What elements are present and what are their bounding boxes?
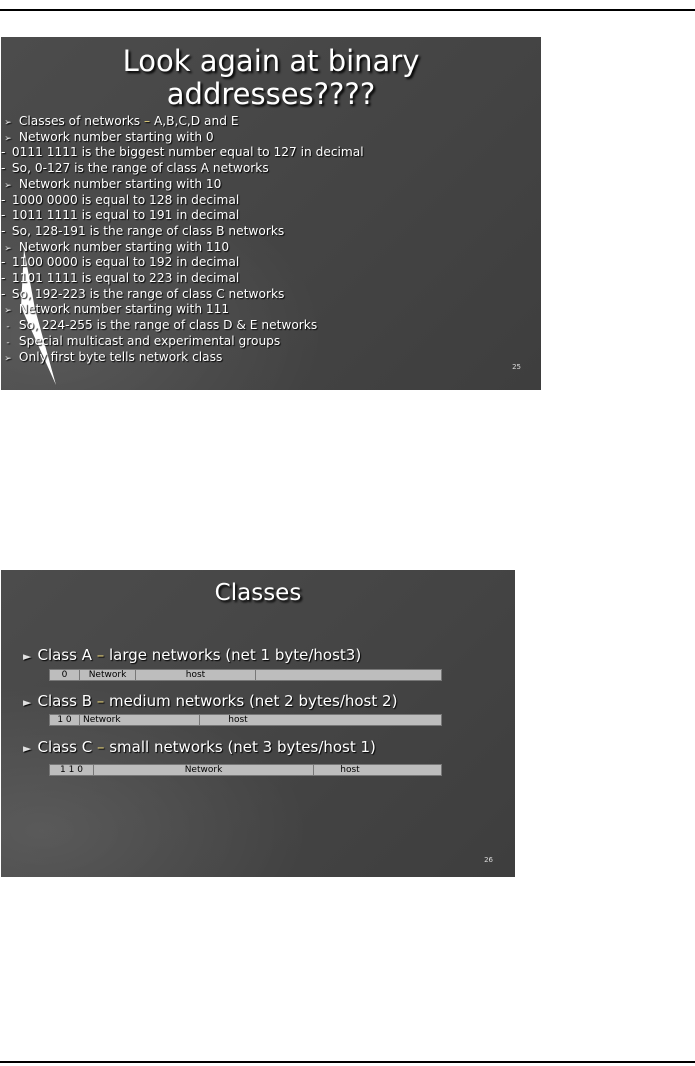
list-dash: -	[6, 337, 10, 348]
list-item-text: Only first byte tells network class	[18, 349, 223, 364]
list-item	[1, 270, 239, 286]
list-item	[1, 317, 317, 333]
prefix-field: 0	[50, 670, 80, 680]
class-a-item	[23, 645, 361, 667]
list-item-text: 1011 1111 is equal to 191 in decimal	[11, 208, 240, 223]
slide-title: Classes	[214, 580, 302, 606]
bullet-triangle-icon: ►	[23, 742, 32, 755]
list-item-text: Network number starting with 111	[18, 302, 230, 317]
list-item	[1, 301, 229, 317]
list-item	[1, 223, 284, 239]
bullet-arrow-icon: ➢	[4, 243, 12, 254]
slide-number: 25	[512, 363, 521, 371]
list-dash: -	[6, 322, 10, 333]
prefix-field: 1 1 0	[50, 765, 94, 775]
title-line-1: Look again at binary	[122, 44, 420, 78]
list-dash: -	[1, 271, 6, 285]
class-dash: –	[96, 692, 105, 710]
network-field: Network	[80, 670, 136, 680]
title-line-2: addresses????	[166, 77, 376, 111]
slide-26	[1, 570, 515, 877]
list-item-text: 1000 0000 is equal to 128 in decimal	[11, 192, 240, 207]
class-c-address-format	[49, 764, 442, 776]
list-item	[1, 349, 222, 365]
class-b-item	[23, 691, 397, 713]
list-item	[1, 129, 214, 145]
list-item	[1, 160, 269, 176]
class-b-address-format	[49, 714, 442, 726]
list-item-text: So, 0-127 is the range of class A networks	[11, 161, 269, 176]
slide-25	[1, 37, 541, 390]
bullet-arrow-icon: ➢	[4, 118, 12, 128]
list-item-text: So, 224-255 is the range of class D & E networks	[18, 318, 318, 333]
prefix-field: 1 0	[50, 715, 80, 725]
class-name: Class A	[37, 646, 97, 664]
list-item	[1, 207, 239, 223]
list-item	[1, 176, 221, 192]
network-field: Network	[80, 715, 200, 725]
class-description: medium networks (net 2 bytes/host 2)	[104, 692, 398, 710]
class-name: Class C	[37, 738, 97, 756]
bullet-arrow-icon: ➢	[4, 353, 12, 364]
list-item-text: 0111 1111 is the biggest number equal to 127 in decimal	[11, 145, 364, 160]
bullet-triangle-icon: ►	[23, 696, 32, 709]
list-item	[1, 286, 284, 302]
list-item-text: 1100 0000 is equal to 192 in decimal	[11, 255, 240, 270]
list-item	[1, 254, 239, 270]
list-item-text: Classes of networks	[18, 114, 144, 128]
list-item-dash: –	[144, 114, 151, 128]
class-dash: –	[96, 646, 105, 664]
bullet-arrow-icon: ➢	[4, 306, 12, 317]
list-dash: -	[1, 192, 6, 207]
bullet-triangle-icon: ►	[23, 650, 32, 663]
bottom-rule	[0, 1061, 695, 1063]
slide-title	[1, 45, 541, 111]
host-field: host	[340, 765, 360, 775]
list-dash: -	[1, 286, 6, 301]
slide-number: 26	[484, 856, 493, 864]
list-dash: -	[1, 208, 6, 223]
list-dash: -	[1, 161, 6, 176]
class-description: large networks (net 1 byte/host3)	[104, 646, 362, 664]
network-field: Network	[94, 765, 314, 775]
top-rule	[0, 9, 695, 11]
list-item-text: Network number starting with 10	[18, 176, 222, 191]
host-field: host	[228, 715, 248, 725]
list-item	[1, 113, 239, 129]
list-item	[1, 333, 280, 349]
class-a-address-format	[49, 669, 442, 681]
list-item	[1, 239, 229, 255]
list-item-text: Network number starting with 110	[18, 239, 230, 254]
host-field: host	[136, 670, 256, 680]
list-item-text: So, 128-191 is the range of class B networks	[11, 223, 285, 238]
class-name: Class B	[37, 692, 97, 710]
list-item-text: Special multicast and experimental groups	[18, 333, 281, 348]
list-dash: -	[1, 145, 6, 160]
class-description: small networks (net 3 bytes/host 1)	[104, 738, 376, 756]
bullet-arrow-icon: ➢	[4, 180, 12, 191]
list-item-text: A,B,C,D and E	[150, 114, 239, 128]
class-c-item	[23, 737, 376, 759]
list-dash: -	[1, 223, 6, 238]
list-dash: -	[1, 255, 6, 270]
list-item-text: 1101 1111 is equal to 223 in decimal	[11, 271, 240, 285]
class-dash: –	[96, 738, 105, 756]
list-item	[1, 192, 239, 208]
list-item-text: Network number starting with 0	[18, 129, 214, 144]
bullet-arrow-icon: ➢	[4, 133, 12, 144]
list-item-text: So, 192-223 is the range of class C networks	[11, 286, 285, 301]
list-item	[1, 144, 364, 160]
